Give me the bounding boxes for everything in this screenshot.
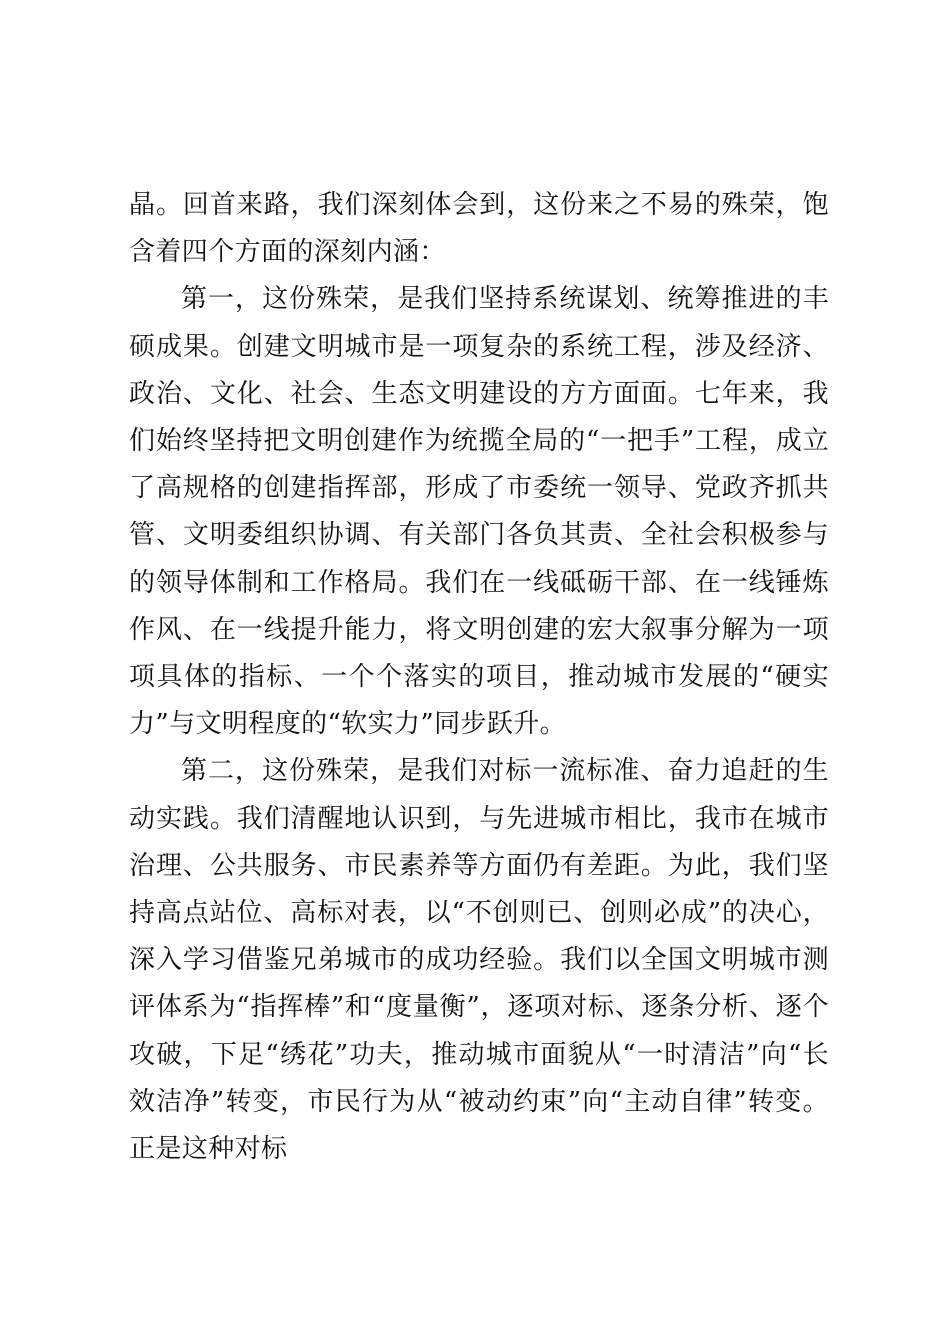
paragraph-second-point: 第二，这份殊荣，是我们对标一流标准、奋力追赶的生动实践。我们清醒地认识到，与先进城市相比，我市在城市治理、公共服务、市民素养等方面仍有差距。为此，我们坚持高点站位、高标对表，以“不创则已、创则必成”的决心，深入学习借鉴兄弟城市的成功经验。我们以全国文明城市测评体系为“指挥棒”和“度量衡”，逐项对标、逐条分析、逐个攻破，下足“绣花”功夫，推动城市面貌从“一时清洁”向“长效洁净”转变，市民行为从“被动约束”向“主动自律”转变。正是这种对标 — [129, 756, 829, 1165]
document-body — [129, 182, 829, 1173]
paragraph-intro-continuation: 晶。回首来路，我们深刻体会到，这份来之不易的殊荣，饱含着四个方面的深刻内涵： — [129, 190, 829, 268]
paragraph-first-point: 第一，这份殊荣，是我们坚持系统谋划、统筹推进的丰硕成果。创建文明城市是一项复杂的系统工程，涉及经济、政治、文化、社会、生态文明建设的方方面面。七年来，我们始终坚持把文明创建作为统揽全局的“一把手”工程，成立了高规格的创建指挥部，形成了市委统一领导、党政齐抓共管、文明委组织协调、有关部门各负其责、全社会积极参与的领导体制和工作格局。我们在一线砥砺干部、在一线锤炼作风、在一线提升能力，将文明创建的宏大叙事分解为一项项具体的指标、一个个落实的项目，推动城市发展的“硬实力”与文明程度的“软实力”同步跃升。 — [129, 284, 829, 740]
